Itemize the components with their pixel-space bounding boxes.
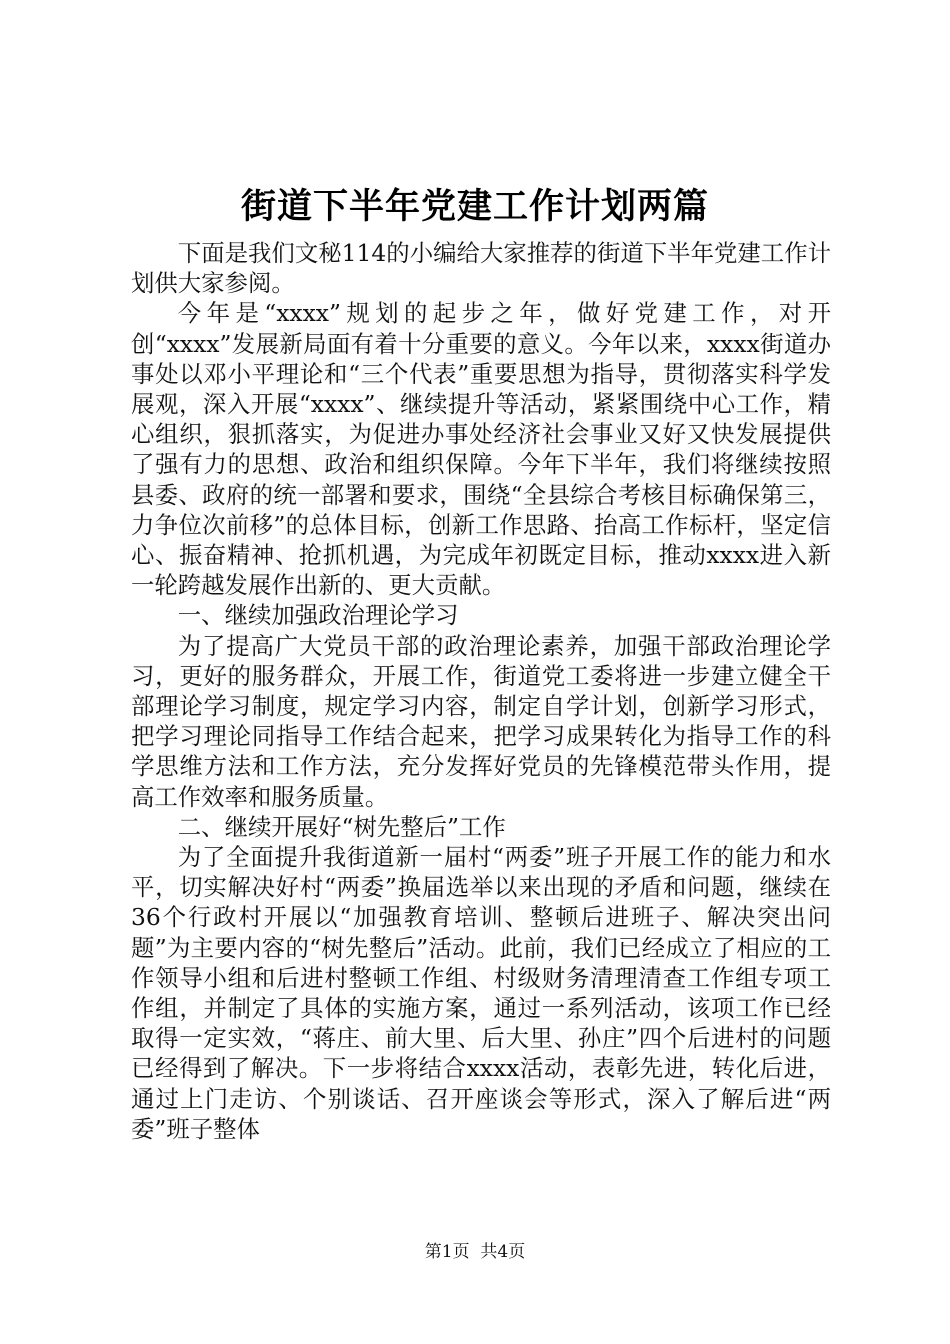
document-title: 街道下半年党建工作计划两篇 bbox=[240, 186, 709, 227]
document-body bbox=[131, 238, 831, 1144]
paragraph-overview: 今年是“xxxx”规划的起步之年，做好党建工作，对开创“xxxx”发展新局面有着十分重要的意义。今年以来，xxxx街道办事处以邓小平理论和“三个代表”重要思想为指导，贯彻落实科学发展观，深入开展“xxxx”、继续提升等活动，紧紧围绕中心工作，精心组织，狠抓落实，为促进办事处经济社会事业又好又快发展提供了强有力的思想、政治和组织保障。今年下半年，我们将继续按照县委、政府的统一部署和要求，围绕“全县综合考核目标确保第三，力争位次前移”的总体目标，创新工作思路、抬高工作标杆，坚定信心、振奋精神、抢抓机遇，为完成年初既定目标，推动xxxx进入新一轮跨越发展作出新的、更大贡献。 bbox=[131, 299, 831, 600]
paragraph-section-1: 为了提高广大党员干部的政治理论素养，加强干部政治理论学习，更好的服务群众，开展工作，街道党工委将进一步建立健全干部理论学习制度，规定学习内容，制定自学计划，创新学习形式，把学习理论同指导工作结合起来，把学习成果转化为指导工作的科学思维方法和工作方法，充分发挥好党员的先锋模范带头作用，提高工作效率和服务质量。 bbox=[131, 631, 831, 811]
section-heading-1: 一、继续加强政治理论学习 bbox=[177, 601, 459, 630]
paragraph-section-2: 为了全面提升我街道新一届村“两委”班子开展工作的能力和水平，切实解决好村“两委”换届选举以来出现的矛盾和问题，继续在36个行政村开展以“加强教育培训、整顿后进班子、解决突出问题”为主要内容的“树先整后”活动。此前，我们已经成立了相应的工作领导小组和后进村整顿工作组、村级财务清理清查工作组专项工作组，并制定了具体的实施方案，通过一系列活动，该项工作已经取得一定实效，“蒋庄、前大里、后大里、孙庄”四个后进村的问题已经得到了解决。下一步将结合xxxx活动，表彰先进，转化后进，通过上门走访、个别谈话、召开座谈会等形式，深入了解后进“两委”班子整体 bbox=[131, 843, 831, 1143]
section-heading-2: 二、继续开展好“树先整后”工作 bbox=[177, 812, 506, 841]
page-number-footer: 第1页 共4页 bbox=[424, 1242, 526, 1262]
paragraph-intro: 下面是我们文秘114的小编给大家推荐的街道下半年党建工作计划供大家参阅。 bbox=[131, 239, 831, 298]
